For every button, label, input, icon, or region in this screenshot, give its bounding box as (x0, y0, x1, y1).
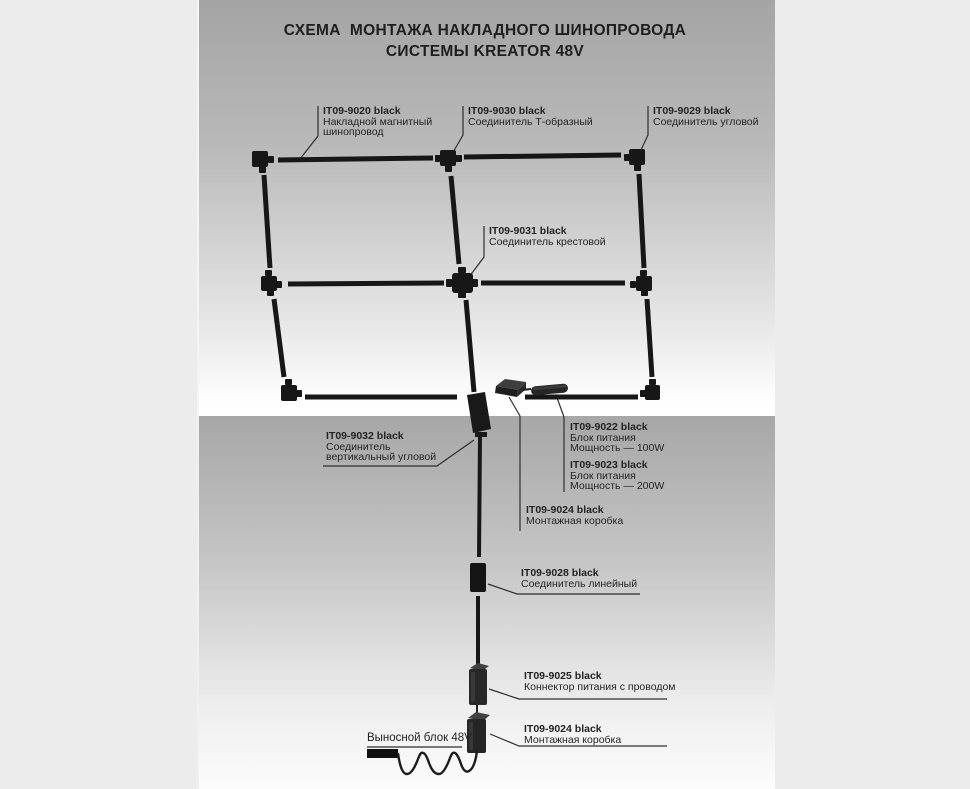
leader-t-connector (452, 106, 463, 154)
corner-connector-top-right (624, 149, 645, 171)
leader-psu (556, 395, 564, 492)
label-mounting-box-wall-code: IT09-9024 black (524, 723, 602, 735)
leader-busbar (300, 106, 318, 159)
label-busbar-line1: Накладной магнитный (323, 115, 433, 128)
mounting-box-ceiling (495, 379, 526, 397)
label-power-connector (524, 671, 676, 692)
corner-connector-top-left (252, 151, 274, 173)
label-mounting-box-ceiling-line1: Монтажная коробка (526, 514, 624, 527)
psu-wire (522, 389, 531, 390)
label-psu-100w-line1: Блок питания (570, 431, 636, 444)
grid-connectors (252, 149, 660, 401)
label-psu-200w (570, 460, 664, 492)
label-vertical-corner-line2: вертикальный угловой (326, 451, 437, 463)
label-vertical-corner-line1: Соединитель (326, 440, 391, 453)
label-corner-connector (653, 106, 758, 127)
label-t-connector-code: IT09-9030 black (468, 105, 546, 117)
label-mounting-box-wall-line1: Монтажная коробка (524, 733, 622, 746)
track-col3-top (639, 174, 644, 268)
leader-corner-connector (640, 106, 648, 152)
track-col3-bottom (647, 299, 652, 377)
end-connector-bottom-left (281, 379, 302, 401)
label-psu-100w-code: IT09-9022 black (570, 421, 648, 433)
label-mounting-box-wall (524, 724, 621, 745)
label-corner-connector-line1: Соединитель угловой (653, 115, 759, 128)
label-t-connector (468, 106, 593, 127)
label-cross-connector-line1: Соединитель крестовой (489, 235, 606, 248)
power-cord (398, 750, 477, 774)
track-wall-upper (479, 436, 480, 557)
label-power-connector-line1: Коннектор питания с проводом (524, 680, 676, 693)
t-connector-mid-left (261, 270, 282, 296)
label-psu-100w-line2: Мощность — 100W (570, 442, 665, 454)
leader-cross-connector (469, 226, 484, 277)
title-line2: СИСТЕМЫ KREATOR 48V (385, 43, 585, 60)
vertical-corner-connector (467, 392, 491, 437)
track-row1-seg2 (464, 155, 621, 157)
t-connector-mid-right (630, 270, 652, 296)
t-connector-top-middle (435, 150, 462, 172)
label-linear-connector-code: IT09-9028 black (521, 567, 599, 579)
label-remote-psu (367, 733, 472, 744)
label-busbar-line2: шинопровод (323, 126, 384, 138)
track-col1-bottom (274, 299, 284, 377)
label-cross-connector (489, 226, 606, 247)
power-connector (469, 663, 489, 719)
title-line1: СХЕМА МОНТАЖА НАКЛАДНОГО ШИНОПРОВОДА (283, 22, 687, 39)
label-remote-psu-line1: Выносной блок 48V (367, 732, 472, 744)
label-psu-200w-line1: Блок питания (570, 469, 636, 482)
label-t-connector-line1: Соединитель Т-образный (468, 115, 593, 128)
track-col2-top (451, 176, 459, 264)
label-corner-connector-code: IT09-9029 black (653, 105, 731, 117)
psu-driver (531, 383, 569, 395)
label-psu-100w (570, 422, 664, 454)
label-linear-connector-line1: Соединитель линейный (521, 577, 638, 590)
label-mounting-box-ceiling (526, 505, 623, 526)
linear-connector (470, 563, 486, 592)
label-busbar (323, 106, 432, 138)
label-vertical-corner-code: IT09-9032 black (326, 430, 404, 442)
track-row2-seg1 (288, 283, 444, 284)
track-col1-top (264, 175, 270, 268)
remote-power-block (367, 749, 398, 758)
label-psu-200w-code: IT09-9023 black (570, 459, 648, 471)
label-mounting-box-ceiling-code: IT09-9024 black (526, 504, 604, 516)
track-row1-seg1 (278, 158, 433, 160)
label-psu-200w-line2: Мощность — 200W (570, 480, 665, 492)
label-vertical-corner-connector (326, 431, 436, 463)
label-busbar-code: IT09-9020 black (323, 105, 401, 117)
leader-mounting-box-ceiling (509, 397, 520, 531)
end-connector-bottom-right (640, 379, 660, 400)
label-linear-connector (521, 568, 637, 589)
track-col2-bottom (466, 300, 474, 392)
label-cross-connector-code: IT09-9031 black (489, 225, 567, 237)
label-power-connector-code: IT09-9025 black (524, 670, 602, 682)
